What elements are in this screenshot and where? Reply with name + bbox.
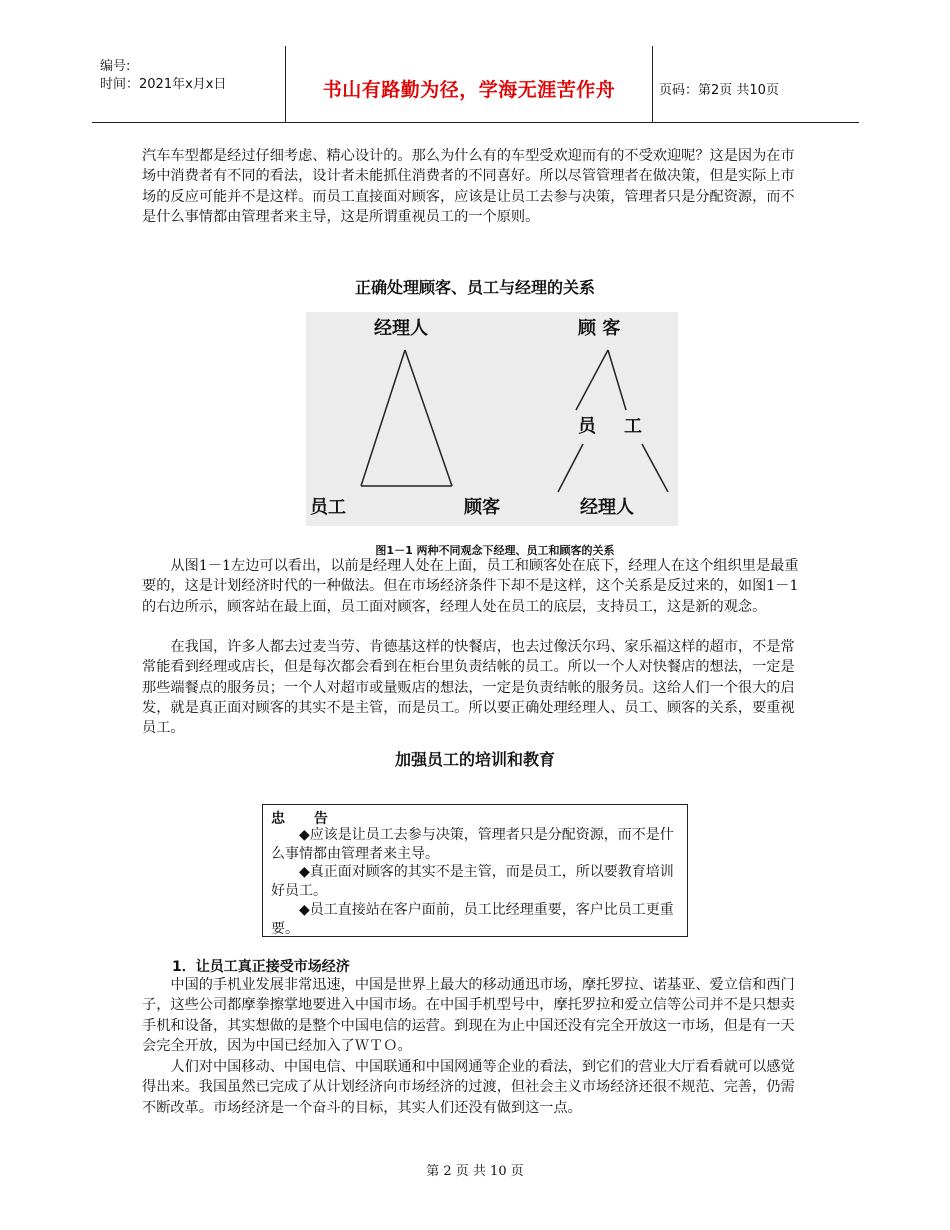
header-meta [100, 58, 226, 94]
page-header [92, 46, 859, 123]
paragraph-market-economy: 人们对中国移动、中国电信、中国联通和中国网通等企业的看法，到它们的营业大厅看看就可以感觉得出来。我国虽然已完成了从计划经济向市场经济的过渡，但社会主义市场经济还很不规范、完善，仍需不断改革。市场经济是一个奋斗的目标，其实人们还没有做到这一点。 [142, 1059, 795, 1116]
relationship-figure [306, 312, 678, 526]
right-triangle-upper-left [576, 350, 608, 410]
header-motto-cell [285, 46, 653, 122]
right-top-label: 顾 客 [578, 318, 621, 339]
advice-item: ◆真正面对顾客的其实不是主管，而是员工，所以要教育培训好员工。 [271, 864, 674, 899]
right-mid-right-label: 工 [624, 416, 642, 437]
left-triangle-left-side [361, 350, 405, 486]
header-page-info: 页码：第2页 共10页 [659, 83, 779, 98]
right-triangle-lower-right [642, 444, 668, 492]
section-heading-relations: 正确处理顾客、员工与经理的关系 [354, 278, 595, 297]
advice-item: ◆员工直接站在客户面前，员工比经理重要，客户比员工更重要。 [271, 902, 674, 937]
advice-box-title: 忠 告 [271, 811, 340, 827]
left-triangle-right-side [405, 350, 452, 486]
right-triangle-upper-right [608, 350, 626, 410]
intro-paragraph: 汽车车型都是经过仔细考虑、精心设计的。那么为什么有的车型受欢迎而有的不受欢迎呢？这是因为在市场中消费者有不同的看法，设计者未能抓住消费者的不同喜好。所以尽管管理者在做决策，但是实际上市场的反应可能并不是这样。而员工直接面对顾客，应该是让员工去参与决策，管理者只是分配资源，而不是什么事情都由管理者来主导，这是所谓重视员工的一个原则。 [142, 148, 795, 225]
right-bottom-label: 经理人 [580, 497, 634, 518]
section-heading-training: 加强员工的培训和教育 [394, 750, 555, 769]
document-number-label: 编号: [100, 59, 131, 74]
figure-caption: 图1－1 两种不同观念下经理、员工和顾客的关系 [375, 544, 615, 557]
left-top-label: 经理人 [374, 318, 428, 339]
right-triangle-lower-left [558, 444, 583, 492]
paragraph-figure-explanation: 从图1－1左边可以看出，以前是经理人处在上面，员工和顾客处在底下，经理人在这个组织里是最重要的，这是计划经济时代的一种做法。但在市场经济条件下却不是这样，这个关系是反过来的，如图1－1的右边所示，顾客站在最上面，员工面对顾客，经理人处在员工的底层，支持员工，这是新的观念。 [142, 558, 799, 615]
relationship-diagram [306, 312, 678, 526]
paragraph-mobile-industry: 中国的手机业发展非常迅速，中国是世界上最大的移动通迅市场，摩托罗拉、诺基亚、爱立信和西门子，这些公司都摩拳擦掌地要进入中国市场。在中国手机型号中，摩托罗拉和爱立信等公司并不是只想卖手机和设备，其实想做的是整个中国电信的运营。到现在为止中国还没有完全开放这一市场，但是有一天会完全开放，因为中国已经加入了ＷＴＯ。 [142, 977, 795, 1054]
header-motto: 书山有路勤为径，学海无涯苦作舟 [322, 79, 616, 101]
page-footer: 第 2 页 共 10 页 [426, 1164, 524, 1179]
document-time-label: 时间：2021年x月x日 [100, 77, 227, 92]
advice-box [262, 804, 688, 937]
left-bottom-right-label: 顾客 [464, 497, 500, 518]
paragraph-fastfood-example: 在我国，许多人都去过麦当劳、肯德基这样的快餐店，也去过像沃尔玛、家乐福这样的超市，不是常常能看到经理或店长，但是每次都会看到在柜台里负责结帐的员工。所以一个人对快餐店的想法，一定是那些端餐点的服务员；一个人对超市或量贩店的想法，一定是负责结帐的服务员。这给人们一个很大的启发，就是真正面对顾客的其实不是主管，而是员工。所以要正确处理经理人、员工、顾客的关系，要重视员工。 [142, 639, 795, 737]
left-bottom-left-label: 员工 [310, 497, 346, 518]
right-mid-left-label: 员 [578, 416, 596, 437]
subsection-heading: 1．让员工真正接受市场经济 [172, 959, 350, 975]
advice-item: ◆应该是让员工去参与决策，管理者只是分配资源，而不是什么事情都由管理者来主导。 [271, 827, 674, 862]
